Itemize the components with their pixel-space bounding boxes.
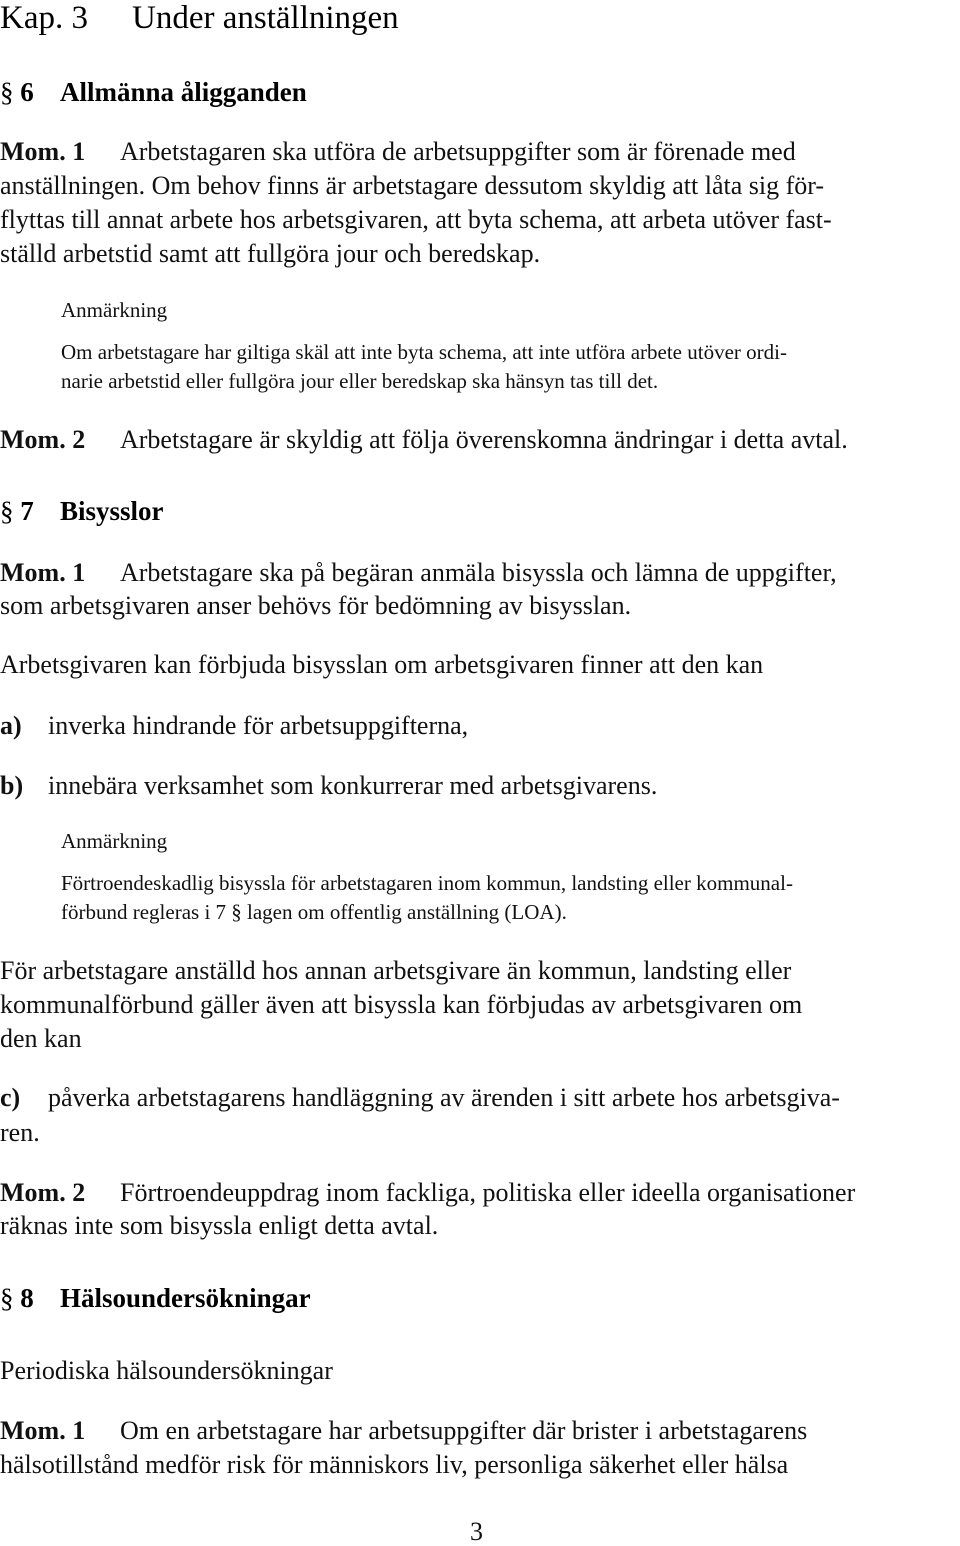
list-label: b) bbox=[0, 771, 24, 800]
sec6-mom1-line3: flyttas till annat arbete hos arbetsgivaren, att byta schema, att arbeta utöver fast- bbox=[0, 205, 832, 234]
sec7-mom1-line2: som arbetsgivaren anser behövs för bedömning av bisysslan. bbox=[0, 591, 632, 620]
sec7-mom2-line1 bbox=[0, 1180, 855, 1206]
list-text: inverka hindrande för arbetsuppgifterna, bbox=[48, 711, 469, 740]
section-7-heading bbox=[0, 498, 164, 525]
list-item-c-line2: ren. bbox=[0, 1118, 40, 1147]
section-symbol: § bbox=[0, 496, 14, 526]
sec7-paragraph-1: Arbetsgivaren kan förbjuda bisysslan om arbetsgivaren finner att den kan bbox=[0, 650, 764, 679]
paragraph-text: Om en arbetstagare har arbetsuppgifter där brister i arbetstagarens bbox=[120, 1416, 808, 1445]
section-title: Hälsoundersökningar bbox=[60, 1283, 311, 1313]
sec6-note-heading: Anmärkning bbox=[61, 298, 168, 322]
sec8-mom1-line2: hälsotillstånd medför risk för människors liv, personliga säkerhet eller hälsa bbox=[0, 1450, 789, 1479]
paragraph-text: Arbetstagare ska på begäran anmäla bisyssla och lämna de uppgifter, bbox=[120, 558, 837, 587]
sec8-mom1-line1 bbox=[0, 1418, 807, 1444]
page-number: 3 bbox=[470, 1517, 483, 1546]
sec6-mom2-line1 bbox=[0, 427, 848, 453]
sec7-paragraph-2-line3: den kan bbox=[0, 1024, 82, 1053]
chapter-title: Under anställningen bbox=[132, 0, 399, 36]
sec8-subheading: Periodiska hälsoundersökningar bbox=[0, 1356, 333, 1385]
list-item-b bbox=[0, 773, 657, 799]
sec7-note-heading: Anmärkning bbox=[61, 829, 168, 853]
section-symbol: § bbox=[0, 1283, 14, 1313]
section-number: 8 bbox=[20, 1283, 34, 1313]
section-title: Allmänna åligganden bbox=[60, 77, 307, 107]
sec6-mom1-line4: ställd arbetstid samt att fullgöra jour och beredskap. bbox=[0, 239, 541, 268]
sec6-mom1-line2: anställningen. Om behov finns är arbetstagare dessutom skyldig att låta sig för- bbox=[0, 171, 825, 200]
sec6-note-line1: Om arbetstagare har giltiga skäl att inte byta schema, att inte utföra arbete utöver ordi- bbox=[61, 340, 787, 364]
mom-label: Mom. 1 bbox=[0, 137, 86, 166]
chapter-heading bbox=[0, 2, 399, 35]
list-label: a) bbox=[0, 711, 22, 740]
paragraph-text: Arbetstagare är skyldig att följa överenskomna ändringar i detta avtal. bbox=[120, 425, 848, 454]
section-symbol: § bbox=[0, 77, 14, 107]
chapter-number: Kap. 3 bbox=[0, 0, 88, 36]
section-number: 7 bbox=[20, 496, 34, 526]
sec7-paragraph-2-line2: kommunalförbund gäller även att bisyssla kan förbjudas av arbetsgivaren om bbox=[0, 990, 803, 1019]
paragraph-text: Förtroendeuppdrag inom fackliga, politiska eller ideella organisationer bbox=[120, 1178, 856, 1207]
list-item-c bbox=[0, 1085, 840, 1111]
list-item-a bbox=[0, 713, 468, 739]
sec7-paragraph-2-line1: För arbetstagare anställd hos annan arbetsgivare än kommun, landsting eller bbox=[0, 956, 792, 985]
section-symbol: § bbox=[231, 900, 242, 924]
sec7-mom2-line2: räknas inte som bisyssla enligt detta avtal. bbox=[0, 1211, 439, 1240]
list-label: c) bbox=[0, 1083, 21, 1112]
sec7-note-line2: förbund regleras i 7 § lagen om offentlig anställning (LOA). bbox=[61, 900, 567, 924]
mom-label: Mom. 1 bbox=[0, 1416, 86, 1445]
mom-label: Mom. 2 bbox=[0, 425, 86, 454]
section-number: 6 bbox=[20, 77, 34, 107]
sec6-note-line2: narie arbetstid eller fullgöra jour eller beredskap ska hänsyn tas till det. bbox=[61, 369, 659, 393]
sec7-mom1-line1 bbox=[0, 560, 837, 586]
list-text: påverka arbetstagarens handläggning av ärenden i sitt arbete hos arbetsgiva- bbox=[48, 1083, 840, 1112]
section-6-heading bbox=[0, 79, 307, 106]
sec6-mom1-line1 bbox=[0, 139, 796, 165]
sec7-note-line1: Förtroendeskadlig bisyssla för arbetstagaren inom kommun, landsting eller kommunal- bbox=[61, 871, 793, 895]
paragraph-text: Arbetstagaren ska utföra de arbetsuppgifter som är förenade med bbox=[120, 137, 796, 166]
section-title: Bisysslor bbox=[60, 496, 164, 526]
section-8-heading bbox=[0, 1285, 311, 1312]
mom-label: Mom. 2 bbox=[0, 1178, 86, 1207]
mom-label: Mom. 1 bbox=[0, 558, 86, 587]
list-text: innebära verksamhet som konkurrerar med arbetsgivarens. bbox=[48, 771, 658, 800]
